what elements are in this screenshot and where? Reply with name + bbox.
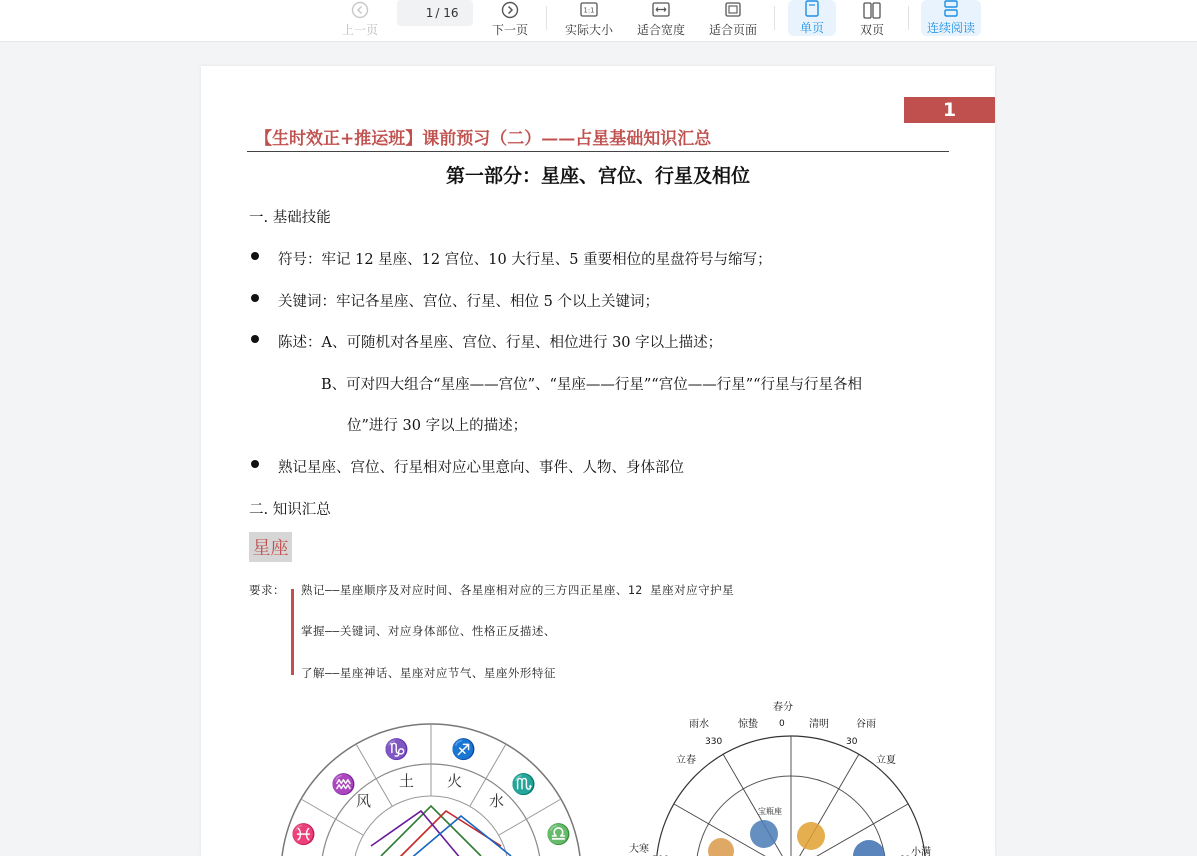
- solar-term-label: 小满: [911, 847, 931, 856]
- next-page-label: 下一页: [491, 23, 528, 37]
- zodiac-glyph-icon: ♑: [384, 737, 409, 761]
- solar-term-label: 惊蛰: [738, 719, 758, 730]
- requirement-line: 掌握——关键词、对应身体部位、性格正反描述、: [301, 624, 556, 638]
- chevron-left-circle-icon: [351, 1, 369, 19]
- single-page-label: 单页: [799, 21, 824, 35]
- toolbar-divider: [546, 6, 547, 30]
- zodiac-glyph-icon: ♎: [546, 822, 571, 846]
- solar-term-label: 谷雨: [856, 719, 876, 730]
- solar-term-label: 大寒: [629, 844, 649, 855]
- fit-width-button[interactable]: [634, 0, 688, 38]
- bullet-text-continued: B、可对四大组合“星座——宫位”、“星座——行星”“宫位——行星”“行星与行星各相: [321, 377, 863, 393]
- bullet-text: 符号：牢记 12 星座、12 宫位、10 大行星、5 重要相位的星盘符号与缩写；: [278, 252, 772, 268]
- bullet-dot: [251, 460, 259, 468]
- element-label: 土: [399, 772, 415, 790]
- zodiac-solar-terms-wheel: [621, 696, 951, 856]
- solar-term-label: 清明: [809, 719, 829, 730]
- document-header: 【生时效正+推运班】课前预习（二）——占星基础知识汇总: [255, 129, 712, 149]
- bullet-text-continued: 位”进行 30 字以上的描述；: [347, 418, 528, 434]
- fit-page-icon: [724, 1, 742, 19]
- degree-label: 330: [705, 737, 723, 747]
- header-rule: [247, 151, 949, 152]
- element-label: 风: [356, 792, 372, 810]
- fit-page-label: 适合页面: [708, 23, 757, 37]
- requirement-line: 了解——星座神话、星座对应节气、星座外形特征: [301, 666, 556, 680]
- degree-label: 0: [779, 719, 785, 729]
- element-label: 水: [489, 792, 505, 810]
- prev-page-button[interactable]: [338, 0, 382, 38]
- zodiac-glyph-icon: ♒: [331, 772, 356, 796]
- prev-page-label: 上一页: [341, 23, 378, 37]
- toolbar-divider: [908, 6, 909, 30]
- actual-size-button[interactable]: [562, 0, 616, 38]
- page-indicator: [397, 0, 473, 26]
- current-page-input[interactable]: [411, 6, 433, 20]
- sign-label: 宝瓶座: [758, 807, 782, 816]
- chevron-right-circle-icon: [501, 1, 519, 19]
- zodiac-element-wheel: [271, 706, 591, 856]
- single-page-icon: [803, 0, 821, 17]
- double-page-label: 双页: [859, 23, 884, 37]
- requirement-bar: [291, 589, 294, 675]
- single-page-button[interactable]: [788, 0, 836, 36]
- zodiac-glyph-icon: ♐: [451, 737, 476, 761]
- zodiac-glyph-icon: ♓: [291, 822, 316, 846]
- fit-width-icon: [652, 1, 670, 19]
- solar-term-label: 立夏: [876, 755, 896, 766]
- continuous-read-icon: [942, 0, 960, 17]
- bullet-text: 熟记星座、宫位、行星相对应心里意向、事件、人物、身体部位: [278, 460, 684, 476]
- reader-toolbar: [0, 0, 1197, 42]
- actual-size-icon: [580, 1, 598, 19]
- zodiac-glyph-icon: ♏: [511, 772, 536, 796]
- document-page: [201, 66, 995, 856]
- requirement-label: 要求：: [249, 583, 285, 597]
- section2-title: 二. 知识汇总: [249, 502, 331, 518]
- bullet-text: 关键词：牢记各星座、宫位、行星、相位 5 个以上关键词；: [278, 294, 659, 310]
- element-label: 火: [447, 772, 463, 790]
- double-page-button[interactable]: [848, 0, 896, 38]
- bullet-dot: [251, 252, 259, 260]
- actual-size-label: 实际大小: [564, 23, 613, 37]
- continuous-read-button[interactable]: [921, 0, 981, 36]
- solar-term-label: 雨水: [689, 719, 709, 730]
- next-page-button[interactable]: [488, 0, 532, 38]
- fit-width-label: 适合宽度: [636, 23, 685, 37]
- bullet-dot: [251, 335, 259, 343]
- xingzuo-heading: 星座: [249, 532, 292, 562]
- page-number-badge: 1: [904, 97, 995, 123]
- section1-title: 一. 基础技能: [249, 210, 331, 226]
- toolbar-divider: [774, 6, 775, 30]
- zodiac-illustration-icon: [708, 820, 885, 856]
- svg-text:1:1: 1:1: [583, 6, 595, 15]
- part-title: 第一部分：星座、宫位、行星及相位: [445, 165, 750, 187]
- continuous-read-label: 连续阅读: [926, 21, 975, 35]
- double-page-icon: [863, 1, 881, 19]
- bullet-dot: [251, 294, 259, 302]
- solar-term-label: 立春: [676, 755, 696, 766]
- solar-term-label: 春分: [773, 702, 793, 713]
- fit-page-button[interactable]: [706, 0, 760, 38]
- bullet-text: 陈述：A、可随机对各星座、宫位、行星、相位进行 30 字以上描述；: [278, 335, 723, 351]
- total-pages: / 16: [435, 6, 459, 20]
- degree-label: 30: [846, 737, 858, 747]
- requirement-line: 熟记——星座顺序及对应时间、各星座相对应的三方四正星座、12 星座对应守护星: [301, 583, 735, 597]
